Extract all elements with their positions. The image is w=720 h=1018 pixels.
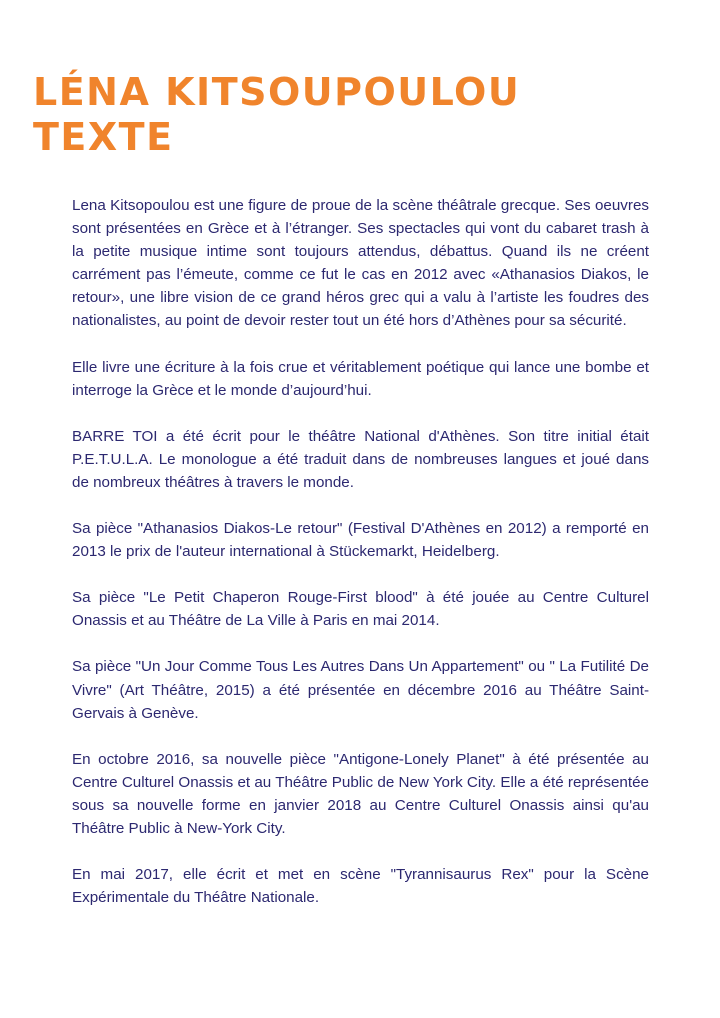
paragraph-writing-style: Elle livre une écriture à la fois crue et véritablement poétique qui lance une bombe et interroge la Grèce et le monde d’aujourd’hui. [72, 358, 649, 399]
paragraph-un-jour-comme-tous: Sa pièce "Un Jour Comme Tous Les Autres Dans Un Appartement" ou " La Futilité De Vivre" (Art Théâtre, 2015) a été présentée en décembre 2016 au Théâtre Saint-Gervais à Genève. [72, 658, 649, 722]
title-line-2: TEXTE [33, 115, 174, 159]
page-title [33, 70, 649, 160]
paragraph-barre-toi: BARRE TOI a été écrit pour le théâtre National d'Athènes. Son titre initial était P.E.T.U.L.A. Le monologue a été traduit dans de nombreuses langues et joué dans de nombreux théâtres à travers le monde. [72, 427, 649, 491]
paragraph-athanasios-diakos: Sa pièce "Athanasios Diakos-Le retour" (Festival D'Athènes en 2012) a remporté en 2013 le prix de l'auteur international à Stückemarkt, Heidelberg. [72, 520, 649, 561]
paragraph-petit-chaperon-rouge: Sa pièce "Le Petit Chaperon Rouge-First blood" à été jouée au Centre Culturel Onassis et au Théâtre de La Ville à Paris en mai 2014. [72, 589, 649, 630]
document-body [72, 194, 649, 909]
paragraph-tyrannisaurus-rex: En mai 2017, elle écrit et met en scène "Tyrannisaurus Rex" pour la Scène Expérimentale du Théâtre Nationale. [72, 866, 649, 907]
paragraph-intro: Lena Kitsopoulou est une figure de proue de la scène théâtrale grecque. Ses oeuvres sont présentées en Grèce et à l’étranger. Ses spectacles qui vont du cabaret trash à la petite musique intime sont toujours attendus, débattus. Quand ils ne créent carrément pas l’émeute, comme ce fut le cas en 2012 avec «Athanasios Diakos, le retour», une libre vision de ce grand héros grec qui a valu à l’artiste les foudres des nationalistes, au point de devoir rester tout un été hors d’Athènes pour sa sécurité. [72, 197, 649, 330]
title-line-1: LÉNA KITSOUPOULOU [33, 70, 521, 114]
paragraph-antigone: En octobre 2016, sa nouvelle pièce "Antigone-Lonely Planet" à été présentée au Centre Culturel Onassis et au Théâtre Public de New York City. Elle a été représentée sous sa nouvelle forme en janvier 2018 au Centre Culturel Onassis ainsi qu'au Théâtre Public à New-York City. [72, 750, 649, 837]
